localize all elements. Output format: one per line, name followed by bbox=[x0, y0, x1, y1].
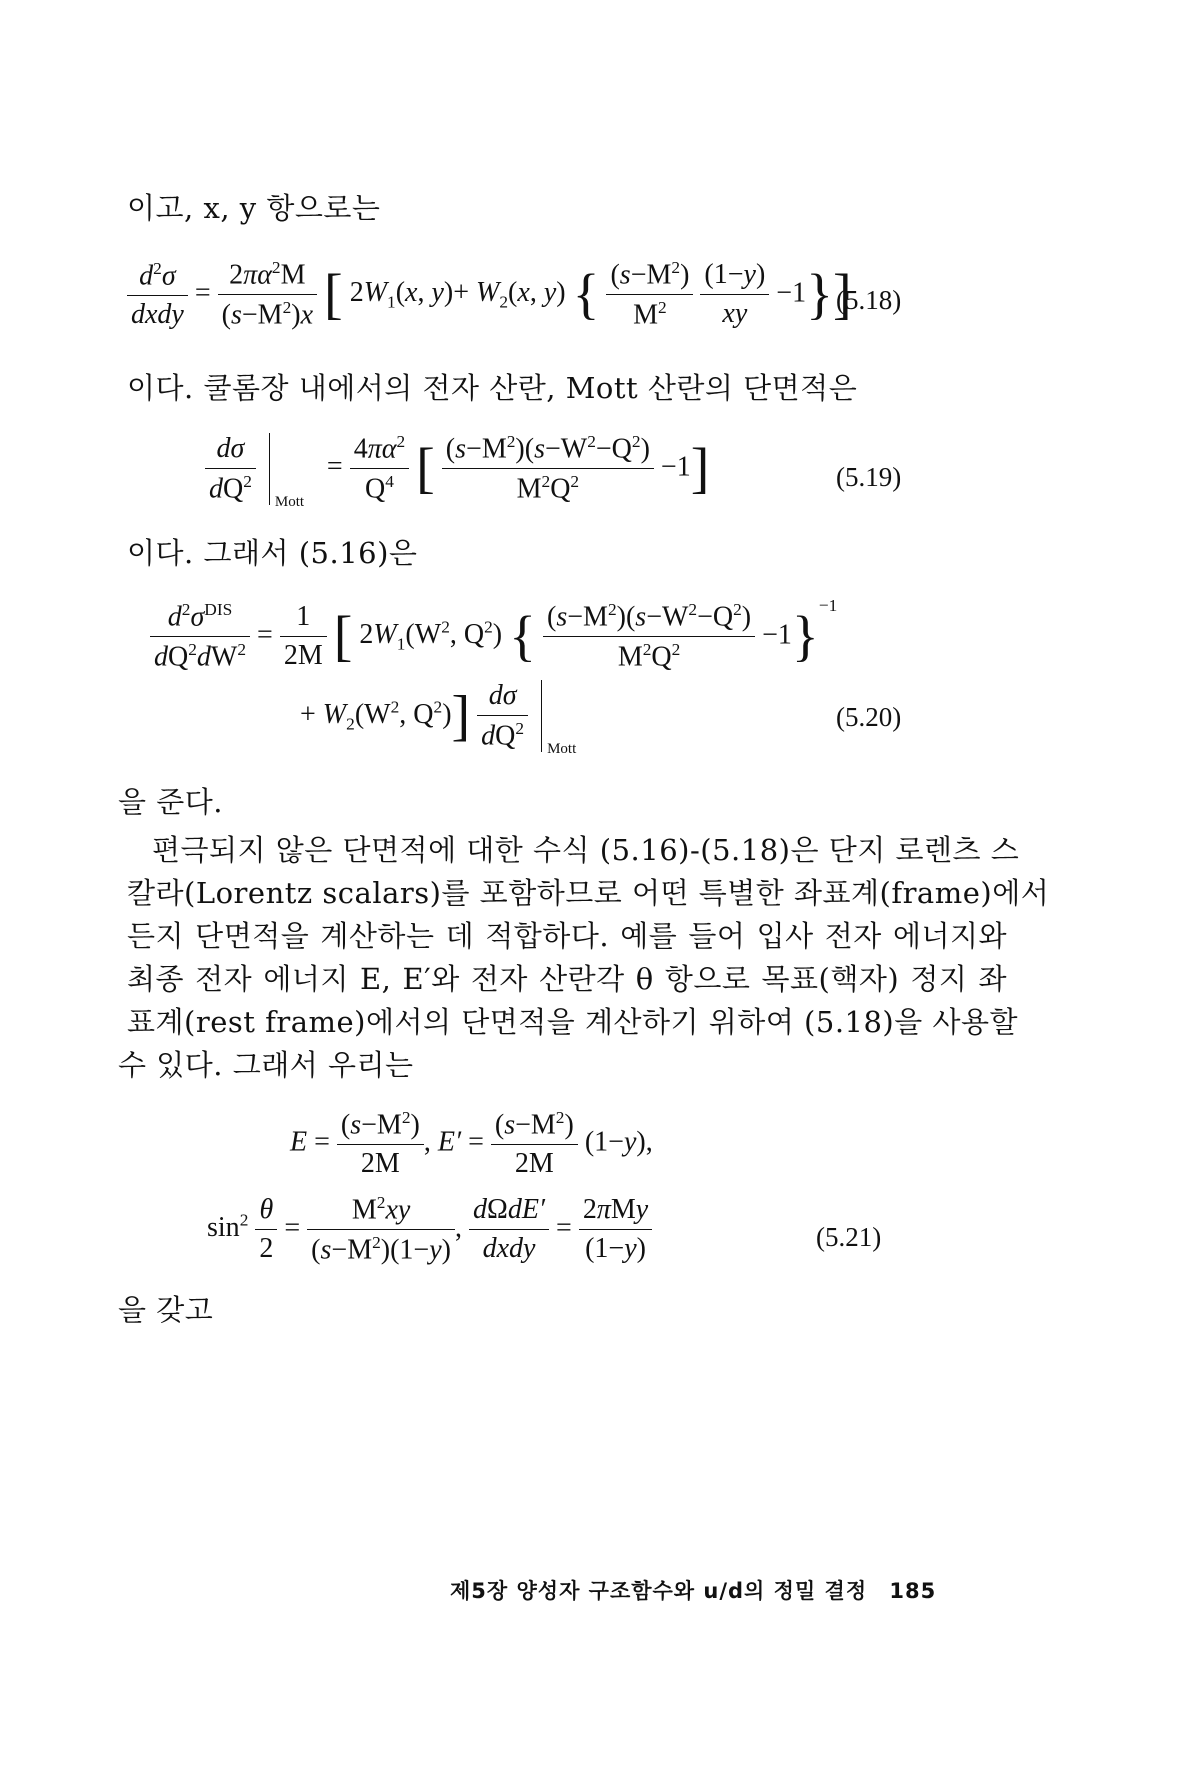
equation-5-21-line-2: $\sin^2$ $\frac{\theta}{2}$ = $\frac{M^2xy}{(s-M^2)(1-y)}$ , $\frac{\text{dΩdE′}}{\text{dxdy}}$ = $\frac{\text{2πMy}}{(1-y)}$ bbox=[207, 1193, 652, 1267]
fraction: $\frac{2\pi\alpha^2M}{(s-M^2)x}$ bbox=[218, 258, 317, 332]
fraction: $\frac{1}{2M}$ bbox=[280, 601, 327, 672]
text-line-1: 이고, x, y 항으로는 bbox=[127, 191, 381, 225]
page-number: 185 bbox=[889, 1579, 937, 1603]
equation-number-5-20: (5.20) bbox=[836, 702, 902, 732]
paragraph-line-3: 든지 단면적을 계산하는 데 적합하다. 예를 들어 입사 전자 에너지와 bbox=[127, 919, 1007, 953]
fraction: $\frac{(s-M^2)}{M^2}$ bbox=[606, 258, 693, 332]
text-line-2: 이다. 쿨롬장 내에서의 전자 산란, Mott 산란의 단면적은 bbox=[127, 371, 858, 405]
fraction: $\frac{4\pi\alpha^2}{Q^4}$ bbox=[350, 432, 409, 506]
text-line-5: 을 갖고 bbox=[118, 1293, 214, 1327]
text-line-3: 이다. 그래서 (5.16)은 bbox=[127, 536, 418, 570]
equation-number-5-19: (5.19) bbox=[836, 462, 902, 492]
fraction: $\frac{\text{2πMy}}{(1-y)}$ bbox=[579, 1194, 652, 1265]
fraction: $\frac{(s-M^2)}{2M}$ bbox=[337, 1108, 424, 1180]
evaluation-bar: Mott bbox=[541, 680, 542, 752]
paragraph-line-6: 수 있다. 그래서 우리는 bbox=[118, 1048, 414, 1082]
fraction: $\frac{d^2\sigma}{\text{dxdy}}$ bbox=[127, 259, 188, 331]
fraction: $\frac{(s-M^2)}{2M}$ bbox=[491, 1108, 578, 1180]
paragraph-line-2: 칼라(Lorentz scalars)를 포함하므로 어떤 특별한 좌표계(frame)에서 bbox=[127, 876, 1050, 910]
equation-number-5-18: (5.18) bbox=[836, 285, 902, 315]
fraction: $\frac{(s-M^2)(s-W^2-Q^2)}{M^2Q^2}$ bbox=[543, 600, 755, 674]
equation-5-20-line-2: + $W_2(W^2$, $Q^2$)] $\frac{d\sigma}{dQ^2}$ Mott bbox=[300, 680, 577, 758]
fraction: $\frac{(1-y)}{xy}$ bbox=[700, 259, 769, 330]
fraction: $\frac{d\sigma}{dQ^2}$ bbox=[477, 680, 528, 752]
text-line-4: 을 준다. bbox=[118, 785, 223, 819]
fraction: $\frac{d^2\sigma^{DIS}}{dQ^2dW^2}$ bbox=[150, 600, 250, 674]
fraction: $\frac{\theta}{2}$ bbox=[255, 1194, 277, 1265]
equation-5-20-line-1: $\frac{d^2\sigma^{DIS}}{dQ^2dW^2}$ = $\frac{1}{2M}$ [ $2W_1(W^2$, $Q^2$) { $\frac{(s-M^2)(s-W^2-Q^2)}{M^2Q^2}$ −1}$^{-1}$ bbox=[150, 600, 837, 674]
chapter-title: 제5장 양성자 구조함수와 u/d의 정밀 결정 bbox=[450, 1579, 868, 1603]
fraction: $\frac{\text{dΩdE′}}{\text{dxdy}}$ bbox=[469, 1194, 549, 1265]
equation-5-21-line-1: E = $\frac{(s-M^2)}{2M}$ , E′ = $\frac{(s-M^2)}{2M}$ (1−y), bbox=[290, 1108, 653, 1180]
equation-5-19: $\frac{d\sigma}{dQ^2}$ Mott = $\frac{4\pi\alpha^2}{Q^4}$ [ $\frac{(s-M^2)(s-W^2-Q^2)}{M^2Q^2}$ −1] bbox=[205, 432, 709, 506]
paragraph-line-5: 표계(rest frame)에서의 단면적을 계산하기 위하여 (5.18)을 사용할 bbox=[127, 1005, 1019, 1039]
paragraph-line-4: 최종 전자 에너지 E, E′와 전자 산란각 θ 항으로 목표(핵자) 정지 좌 bbox=[127, 962, 1007, 996]
fraction: $\frac{(s-M^2)(s-W^2-Q^2)}{M^2Q^2}$ bbox=[442, 432, 654, 506]
fraction: $\frac{M^2xy}{(s-M^2)(1-y)}$ bbox=[307, 1193, 455, 1267]
fraction: $\frac{d\sigma}{dQ^2}$ bbox=[205, 433, 256, 505]
equation-5-18: $\frac{d^2\sigma}{\text{dxdy}}$ = $\frac{2\pi\alpha^2M}{(s-M^2)x}$ [ $2W_1(x$, $y)+ W_2(x$, y) { $\frac{(s-M^2)}{M^2}$ $\frac{(1-y)}{xy}$ −1}] bbox=[127, 258, 852, 332]
equation-number-5-21: (5.21) bbox=[816, 1222, 882, 1252]
running-footer bbox=[450, 1575, 936, 1605]
evaluation-bar: Mott bbox=[269, 433, 270, 505]
paragraph-line-1: 편극되지 않은 단면적에 대한 수식 (5.16)-(5.18)은 단지 로렌츠 스 bbox=[152, 833, 1020, 867]
